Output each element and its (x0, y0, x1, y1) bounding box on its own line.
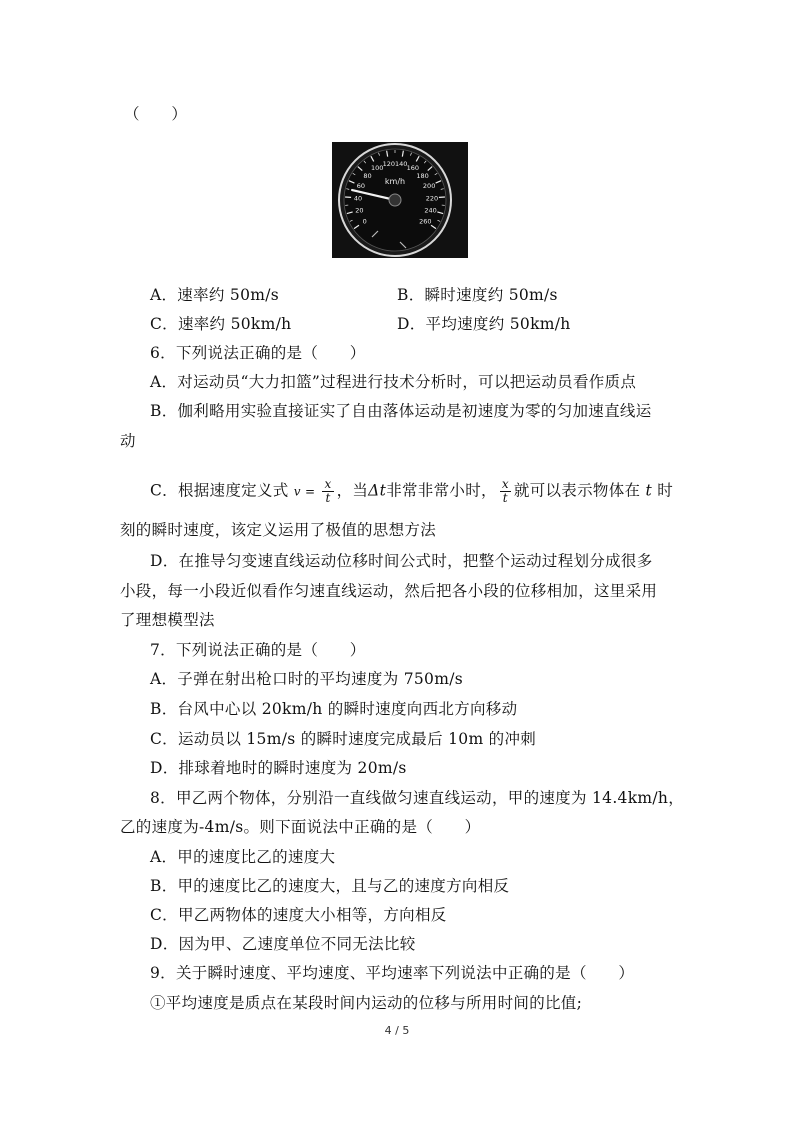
q5-option-c: C．速率约 50km/h (150, 315, 292, 333)
gauge-tick-label: 180 (416, 171, 429, 180)
velocity-symbol: v (293, 484, 301, 499)
gauge-unit-label: km/h (384, 177, 406, 186)
q6-c-end: 时 (657, 481, 674, 500)
fraction-numerator: x (324, 477, 332, 491)
q5-option-d: D．平均速度约 50km/h (397, 315, 571, 333)
time-variable: t (645, 481, 653, 500)
q8-stem-line1: 8．甲乙两个物体，分别沿一直线做匀速直线运动，甲的速度为 14.4km/h， (150, 789, 684, 807)
q6-option-c-line1 (150, 478, 673, 505)
speedometer-image (332, 142, 468, 258)
gauge-tick-label: 240 (424, 206, 437, 215)
gauge-tick-label: 160 (406, 164, 420, 173)
fraction-denominator-2: t (502, 491, 508, 505)
q7-option-b: B．台风中心以 20km/h 的瞬时速度向西北方向移动 (150, 700, 518, 718)
gauge-tick-label: 220 (425, 194, 439, 203)
fraction-numerator-2: x (501, 477, 509, 491)
q6-c-mid2: 非常非常小时， (386, 481, 497, 500)
velocity-fraction (322, 478, 333, 505)
q5-option-a: A．速率约 50m/s (150, 286, 280, 304)
gauge-tick-label: 60 (356, 182, 366, 191)
fraction-denominator: t (325, 491, 331, 505)
q8-option-c: C．甲乙两物体的速度大小相等，方向相反 (150, 906, 447, 924)
q6-option-b-line1: B．伽利略用实验直接证实了自由落体运动是初速度为零的匀加速直线运 (150, 402, 652, 420)
page-number: 4 / 5 (384, 1024, 410, 1037)
q6-option-c-line2: 刻的瞬时速度，该定义运用了极值的思想方法 (120, 521, 437, 539)
gauge-tick-label: 120 (382, 160, 396, 169)
q6-stem: 6．下列说法正确的是（ ） (150, 344, 366, 362)
q6-option-d-line3: 了理想模型法 (120, 611, 215, 629)
x-over-t-fraction (500, 478, 511, 505)
q6-option-b-line2: 动 (120, 432, 136, 450)
q8-option-d: D．因为甲、乙速度单位不同无法比较 (150, 935, 416, 953)
q6-option-d-line1: D．在推导匀变速直线运动位移时间公式时，把整个运动过程划分成很多 (150, 552, 653, 570)
q5-bracket: （ ） (124, 105, 188, 123)
q7-option-c: C．运动员以 15m/s 的瞬时速度完成最后 10m 的冲刺 (150, 730, 537, 748)
q8-option-a: A．甲的速度比乙的速度大 (150, 848, 336, 866)
q7-stem: 7．下列说法正确的是（ ） (150, 641, 366, 659)
gauge-tick-label: 260 (419, 217, 432, 226)
gauge-tick-label: 200 (422, 182, 436, 191)
gauge-tick-label: 40 (353, 194, 363, 203)
q6-c-prefix: C．根据速度定义式 (150, 481, 289, 500)
q7-option-d: D．排球着地时的瞬时速度为 20m/s (150, 759, 407, 777)
q6-c-mid: ，当 (336, 481, 369, 500)
q9-stem: 9．关于瞬时速度、平均速度、平均速率下列说法中正确的是（ ） (150, 964, 635, 982)
q7-option-a: A．子弹在射出枪口时的平均速度为 750m/s (150, 670, 463, 688)
gauge-tick-label: 140 (394, 160, 408, 169)
q8-stem-line2: 乙的速度为-4m/s。则下面说法中正确的是（ ） (120, 818, 481, 836)
gauge-tick-label: 100 (370, 164, 384, 173)
gauge-tick-label: 0 (362, 217, 367, 226)
q8-option-b: B．甲的速度比乙的速度大，且与乙的速度方向相反 (150, 877, 510, 895)
q6-option-d-line2: 小段，每一小段近似看作匀速直线运动，然后把各小段的位移相加，这里采用 (120, 582, 658, 600)
q6-option-a: A．对运动员“大力扣篮”过程进行技术分析时，可以把运动员看作质点 (150, 373, 637, 391)
q6-c-post: 就可以表示物体在 (513, 481, 641, 500)
gauge-tick-label: 80 (363, 171, 372, 180)
q5-option-b: B．瞬时速度约 50m/s (397, 286, 558, 304)
delta-t: Δt (368, 481, 387, 500)
gauge-tick-label: 20 (355, 206, 364, 215)
equals-sign: = (300, 484, 320, 499)
q9-statement-1: ①平均速度是质点在某段时间内运动的位移与所用时间的比值; (150, 994, 583, 1012)
